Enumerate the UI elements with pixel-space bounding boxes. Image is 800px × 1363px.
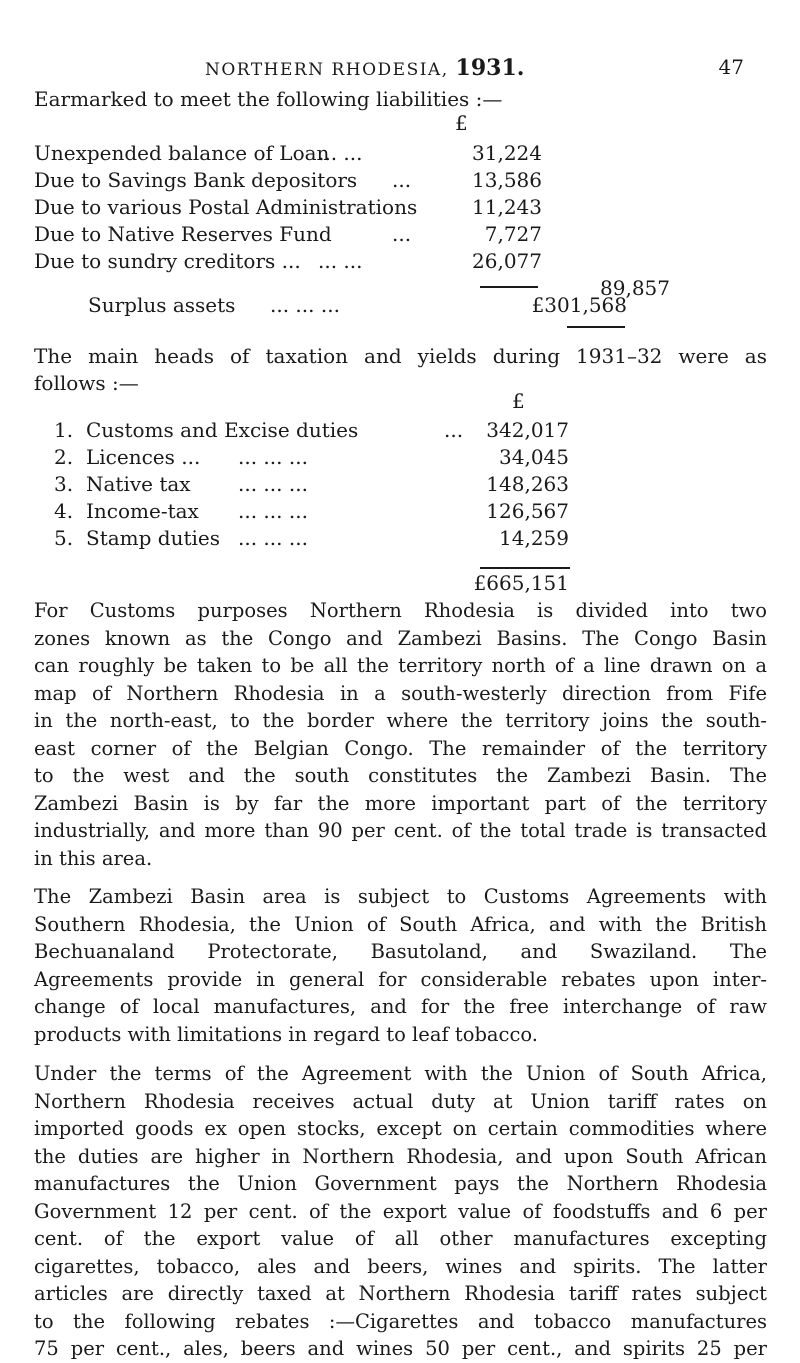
paragraph-line: 75 per cent., ales, beers and wines 50 per cent., and spirits 25 per <box>34 1337 767 1360</box>
paragraph-line: to the following rebates :—Cigarettes and tobacco manufactures <box>34 1309 767 1333</box>
paragraph-line: map of Northern Rhodesia in a south-westerly direction from Fife <box>34 681 767 705</box>
paragraph-line: to the west and the south constitutes the Zambezi Basin. The <box>34 764 767 787</box>
tax-item-label: Native tax <box>86 472 191 496</box>
running-head-title <box>205 55 524 81</box>
tax-item-leader-dots: ... ... ... <box>238 499 308 523</box>
running-head-year: 1931. <box>455 55 525 81</box>
paragraph-line: Government 12 per cent. of the export value of foodstuffs and 6 per <box>34 1199 767 1223</box>
tax-item-label: Customs and Excise duties <box>86 418 359 442</box>
paragraph-line: articles are directly taxed at Northern Rhodesia tariff rates subject <box>34 1282 767 1305</box>
liabilities-currency-header: £ <box>455 111 468 135</box>
page-number: 47 <box>718 55 744 79</box>
tax-item-label: Stamp duties <box>86 526 221 550</box>
paragraph-line: in the north-east, to the border where the territory joins the south- <box>34 709 767 732</box>
liability-amount: 7,727 <box>484 222 542 246</box>
surplus-leader-dots: ... ... ... <box>270 293 340 317</box>
paragraph-line: Zambezi Basin is by far the more important part of the territory <box>34 791 767 815</box>
paragraph-line: can roughly be taken to be all the territory north of a line drawn on a <box>34 654 767 677</box>
liability-leader-dots: ... ... <box>318 141 363 165</box>
liability-amount: 26,077 <box>472 249 542 273</box>
paragraph-line: Bechuanaland Protectorate, Basutoland, and Swaziland. The <box>34 940 767 963</box>
surplus-rule <box>567 326 625 328</box>
tax-item-amount: 34,045 <box>499 445 569 469</box>
paragraph-customs-zones <box>34 597 767 872</box>
liability-label: Due to Savings Bank depositors <box>34 168 358 192</box>
taxation-intro-line1: The main heads of taxation and yields during 1931–32 were as <box>34 344 767 368</box>
liability-leader-dots: ... ... <box>318 249 363 273</box>
tax-item-leader-dots: ... ... ... <box>238 445 308 469</box>
liability-leader-dots: ... <box>392 222 412 246</box>
liabilities-total: 89,857 <box>600 276 670 300</box>
taxation-currency-header: £ <box>512 389 525 413</box>
paragraph-line: Northern Rhodesia receives actual duty at Union tariff rates on <box>34 1089 767 1113</box>
paragraph-line: cigarettes, tobacco, ales and beers, wines and spirits. The latter <box>34 1254 767 1278</box>
taxation-intro-line2: follows :— <box>34 371 139 395</box>
tax-item-leader-dots: ... <box>444 418 464 442</box>
liabilities-intro: Earmarked to meet the following liabilities :— <box>34 87 503 111</box>
tax-item-amount: 342,017 <box>486 418 569 442</box>
paragraph-line: in this area. <box>34 846 153 870</box>
liability-label: Due to sundry creditors ... <box>34 249 301 273</box>
paragraph-line: For Customs purposes Northern Rhodesia is divided into two <box>34 599 767 622</box>
liability-leader-dots: ... <box>392 168 412 192</box>
paragraph-line: manufactures the Union Government pays the Northern Rhodesia <box>34 1172 767 1195</box>
paragraph-union-agreement <box>34 1060 767 1363</box>
surplus-label: Surplus assets <box>88 293 236 317</box>
paragraph-line: Under the terms of the Agreement with the Union of South Africa, <box>34 1062 767 1085</box>
paragraph-line: cent. of the export value of all other manufactures excepting <box>34 1227 767 1250</box>
tax-item-amount: 148,263 <box>486 472 569 496</box>
paragraph-customs-agreements <box>34 883 767 1048</box>
tax-item-number: 5. <box>54 526 74 550</box>
liability-label: Due to Native Reserves Fund <box>34 222 332 246</box>
tax-item-number: 4. <box>54 499 74 523</box>
tax-item-number: 1. <box>54 418 74 442</box>
paragraph-line: products with limitations in regard to leaf tobacco. <box>34 1022 538 1046</box>
tax-item-label: Licences ... <box>86 445 201 469</box>
liability-label: Unexpended balance of Loan <box>34 141 330 165</box>
surplus-amount: £301,568 <box>531 293 627 317</box>
running-head-country: NORTHERN RHODESIA, <box>205 60 449 80</box>
paragraph-line: the duties are higher in Northern Rhodesia, and upon South African <box>34 1144 767 1168</box>
tax-item-leader-dots: ... ... ... <box>238 472 308 496</box>
tax-item-amount: 14,259 <box>499 526 569 550</box>
liability-label: Due to various Postal Administrations <box>34 195 418 219</box>
subtotal-rule <box>480 286 538 288</box>
tax-item-number: 3. <box>54 472 74 496</box>
liability-amount: 13,586 <box>472 168 542 192</box>
paragraph-line: industrially, and more than 90 per cent. of the total trade is transacted <box>34 819 767 842</box>
paragraph-line: imported goods ex open stocks, except on certain commodities where <box>34 1117 767 1140</box>
liability-amount: 11,243 <box>472 195 542 219</box>
liability-amount: 31,224 <box>472 141 542 165</box>
taxation-total-rule <box>480 567 570 569</box>
taxation-total: £665,151 <box>473 571 569 595</box>
tax-item-amount: 126,567 <box>486 499 569 523</box>
running-head <box>0 55 800 85</box>
paragraph-line: zones known as the Congo and Zambezi Basins. The Congo Basin <box>34 626 767 650</box>
tax-item-label: Income-tax <box>86 499 199 523</box>
paragraph-line: Southern Rhodesia, the Union of South Africa, and with the British <box>34 912 767 936</box>
paragraph-line: east corner of the Belgian Congo. The remainder of the territory <box>34 736 767 760</box>
tax-item-leader-dots: ... ... ... <box>238 526 308 550</box>
paragraph-line: change of local manufactures, and for the free interchange of raw <box>34 995 767 1018</box>
tax-item-number: 2. <box>54 445 74 469</box>
paragraph-line: Agreements provide in general for considerable rebates upon inter- <box>34 967 767 991</box>
paragraph-line: The Zambezi Basin area is subject to Customs Agreements with <box>34 885 767 908</box>
